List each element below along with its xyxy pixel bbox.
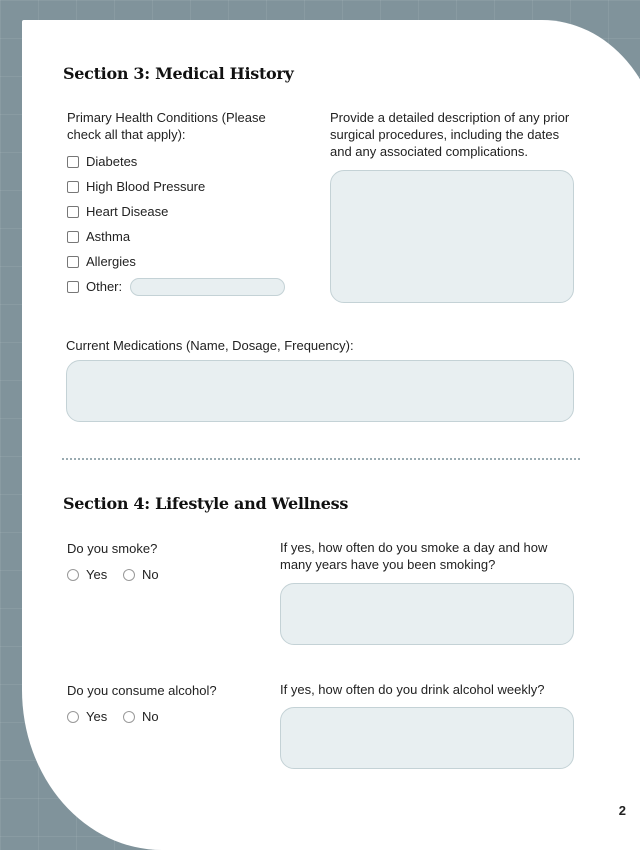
radio-icon[interactable] <box>123 711 135 723</box>
surgical-label: Provide a detailed description of any prior surgical procedures, including the dates and any associated complications. <box>330 110 570 159</box>
checkbox-icon[interactable] <box>67 206 79 218</box>
checkbox-label: High Blood Pressure <box>86 179 206 194</box>
checkbox-allergies[interactable] <box>67 254 136 269</box>
surgical-history-textarea[interactable] <box>330 170 574 303</box>
checkbox-high-blood-pressure[interactable] <box>67 179 205 194</box>
radio-label: Yes <box>86 709 108 724</box>
checkbox-heart-disease[interactable] <box>67 204 168 219</box>
checkbox-label: Other: <box>86 279 123 294</box>
checkbox-icon[interactable] <box>67 231 79 243</box>
other-condition-input[interactable] <box>130 278 285 296</box>
radio-icon[interactable] <box>123 569 135 581</box>
radio-icon[interactable] <box>67 569 79 581</box>
smoke-details-textarea[interactable] <box>280 583 574 645</box>
smoke-label: Do you smoke? <box>67 541 158 556</box>
radio-label: No <box>142 709 159 724</box>
alcohol-label: Do you consume alcohol? <box>67 683 217 698</box>
alcohol-followup-label: If yes, how often do you drink alcohol weekly? <box>280 682 545 697</box>
radio-label: Yes <box>86 567 108 582</box>
smoke-no-radio[interactable] <box>123 567 159 582</box>
page-number: 2 <box>618 803 626 818</box>
alcohol-no-radio[interactable] <box>123 709 159 724</box>
checkbox-label: Asthma <box>86 229 131 244</box>
checkbox-icon[interactable] <box>67 256 79 268</box>
checkbox-label: Diabetes <box>86 154 138 169</box>
checkbox-other[interactable] <box>67 279 122 294</box>
section-divider <box>62 458 580 460</box>
radio-icon[interactable] <box>67 711 79 723</box>
checkbox-label: Heart Disease <box>86 204 169 219</box>
medications-label: Current Medications (Name, Dosage, Frequency): <box>66 338 354 353</box>
checkbox-icon[interactable] <box>67 281 79 293</box>
smoke-followup-label: If yes, how often do you smoke a day and how many years have you been smoking? <box>280 540 548 572</box>
alcohol-yes-radio[interactable] <box>67 709 107 724</box>
conditions-label: Primary Health Conditions (Please check all that apply): <box>67 110 266 142</box>
section-3-title: Section 3: Medical History <box>63 64 294 83</box>
checkbox-icon[interactable] <box>67 156 79 168</box>
alcohol-details-textarea[interactable] <box>280 707 574 769</box>
checkbox-icon[interactable] <box>67 181 79 193</box>
checkbox-asthma[interactable] <box>67 229 130 244</box>
checkbox-label: Allergies <box>86 254 136 269</box>
radio-label: No <box>142 567 159 582</box>
medications-textarea[interactable] <box>66 360 574 422</box>
smoke-yes-radio[interactable] <box>67 567 107 582</box>
section-4-title: Section 4: Lifestyle and Wellness <box>63 494 349 513</box>
checkbox-diabetes[interactable] <box>67 154 137 169</box>
